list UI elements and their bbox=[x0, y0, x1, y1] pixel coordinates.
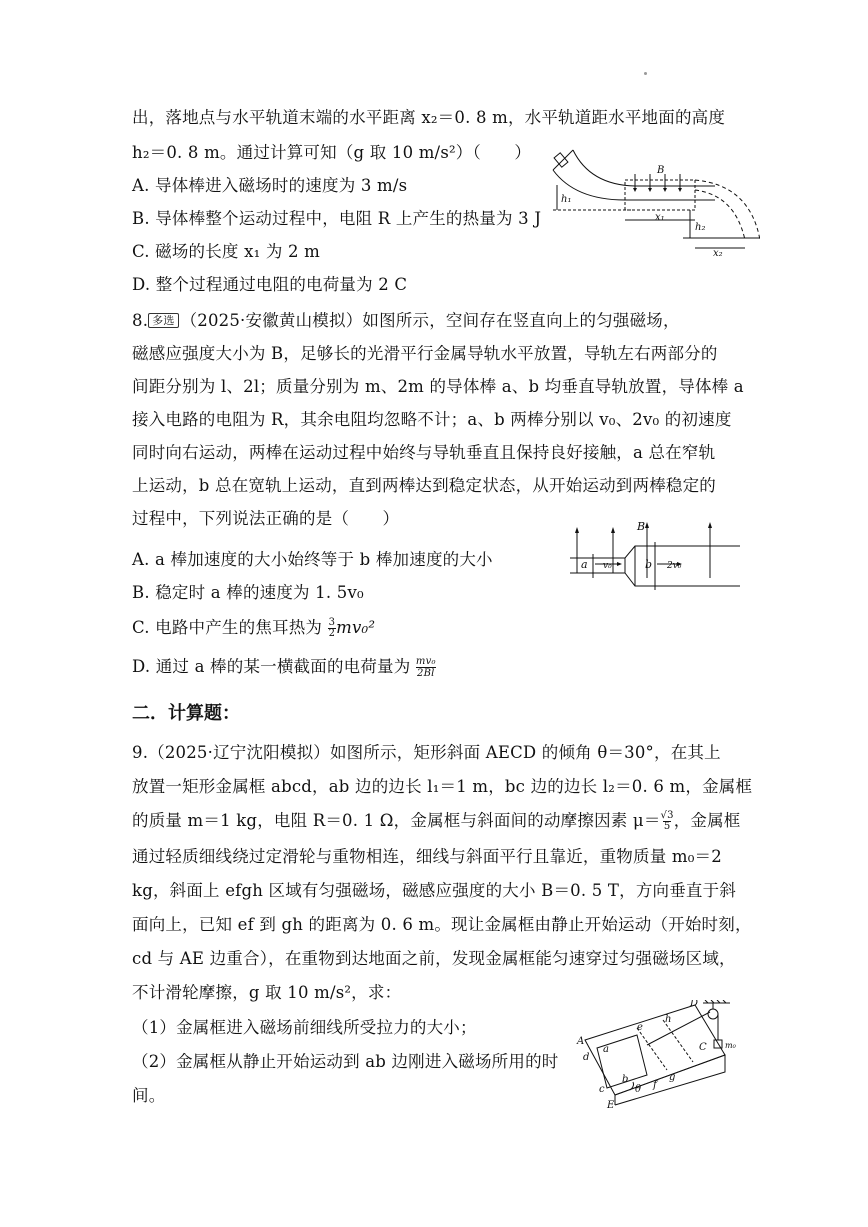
label-m0: m₀ bbox=[725, 1041, 736, 1050]
label-f: f bbox=[653, 1080, 657, 1091]
q9-line-8: 不计滑轮摩擦，g 取 10 m/s²，求： bbox=[132, 983, 402, 1002]
label-b: b bbox=[622, 1074, 629, 1085]
q9-line-3-pre: 的质量 m＝1 kg，电阻 R＝0. 1 Ω，金属框与斜面间的动摩擦因素 μ＝ bbox=[132, 811, 661, 830]
q8-option-d-text: D. 通过 a 棒的某一横截面的电荷量为 bbox=[132, 657, 411, 676]
label-h2: h₂ bbox=[695, 222, 706, 233]
q9-line-2: 放置一矩形金属框 abcd，ab 边的边长 l₁＝1 m，bc 边的边长 l₂＝0. 6 m，金属框 bbox=[132, 777, 753, 796]
q8-option-b: B. 稳定时 a 棒的速度为 1. 5v₀ bbox=[132, 583, 364, 602]
label-e: e bbox=[637, 1022, 643, 1033]
q8-option-c bbox=[132, 617, 375, 639]
q7-line-1: 出，落地点与水平轨道末端的水平距离 x₂＝0. 8 m，水平轨道距水平地面的高度 bbox=[132, 108, 726, 127]
label-B: B bbox=[657, 165, 665, 176]
q8-line-2: 磁感应强度大小为 B，足够长的光滑平行金属导轨水平放置，导轨左右两部分的 bbox=[132, 344, 718, 363]
label-C: C bbox=[699, 1042, 707, 1053]
label-D: D bbox=[690, 1000, 699, 1009]
q8-line-7: 过程中，下列说法正确的是（ ） bbox=[132, 509, 400, 528]
label-b: b bbox=[645, 558, 653, 571]
fraction-den: 2 bbox=[328, 628, 336, 639]
q8-line-4: 接入电路的电阻为 R，其余电阻均忽略不计；a、b 两棒分别以 v₀、2v₀ 的初速度 bbox=[132, 410, 732, 429]
q9-line-7: cd 与 AE 边重合），在重物到达地面之前，发现金属框能匀速穿过匀强磁场区域， bbox=[132, 949, 736, 968]
q9-line-3 bbox=[132, 810, 741, 832]
q7-option-b: B. 导体棒整个运动过程中，电阻 R 上产生的热量为 3 J bbox=[132, 209, 542, 228]
q8-rail-figure bbox=[565, 518, 740, 598]
q8-option-c-text: C. 电路中产生的焦耳热为 bbox=[132, 618, 323, 637]
q9-subquestion-2: （2）金属框从静止开始运动到 ab 边刚进入磁场所用的时 bbox=[132, 1052, 559, 1071]
label-c: c bbox=[599, 1084, 605, 1095]
fraction-den: 5 bbox=[663, 821, 671, 832]
label-v0: v₀ bbox=[603, 561, 612, 571]
q7-option-a: A. 导体棒进入磁场时的速度为 3 m/s bbox=[132, 176, 408, 195]
label-x1: x₁ bbox=[655, 212, 665, 223]
q9-subquestion-2b: 间。 bbox=[132, 1086, 166, 1105]
q8-line-6: 上运动，b 总在宽轨上运动，直到两棒达到稳定状态，从开始运动到两棒稳定的 bbox=[132, 476, 717, 495]
q8-option-a: A. a 棒加速度的大小始终等于 b 棒加速度的大小 bbox=[132, 550, 493, 569]
q7-option-d: D. 整个过程通过电阻的电荷量为 2 C bbox=[132, 275, 408, 294]
q7-track-figure bbox=[545, 140, 760, 260]
label-x2: x₂ bbox=[713, 248, 723, 259]
label-A: A bbox=[577, 1036, 585, 1047]
multi-select-tag: 多选 bbox=[148, 313, 178, 328]
q8-option-c-tail: mv₀² bbox=[336, 618, 376, 637]
q8-text-1: （2025·安徽黄山模拟）如图所示，空间存在竖直向上的匀强磁场， bbox=[180, 311, 680, 330]
fraction-num: 3 bbox=[328, 617, 336, 628]
q8-number: 8. bbox=[132, 311, 149, 330]
label-h: h bbox=[665, 1014, 672, 1025]
label-E: E bbox=[607, 1100, 615, 1110]
fraction bbox=[661, 811, 674, 832]
q9-incline-figure bbox=[575, 1000, 765, 1110]
q9-line-4: 通过轻质细线绕过定滑轮与重物相连，细线与斜面平行且靠近，重物质量 m₀＝2 bbox=[132, 847, 722, 866]
fraction-num: mv₀ bbox=[415, 656, 436, 667]
q8-option-d bbox=[132, 656, 436, 679]
label-B: B bbox=[637, 520, 646, 533]
q7-line-2: h₂＝0. 8 m。通过计算可知（g 取 10 m/s²）（ ） bbox=[132, 143, 532, 162]
fraction bbox=[416, 656, 436, 679]
label-d: d bbox=[583, 1052, 590, 1063]
label-2v0: 2v₀ bbox=[667, 561, 682, 571]
q9-line-1: 9.（2025·辽宁沈阳模拟）如图所示，矩形斜面 AECD 的倾角 θ＝30°，在其上 bbox=[132, 743, 721, 762]
section-title: 二．计算题： bbox=[132, 703, 240, 724]
fraction bbox=[328, 618, 337, 639]
label-h1: h₁ bbox=[561, 194, 572, 205]
label-a: a bbox=[581, 558, 588, 571]
fraction-den: 2Bl bbox=[417, 668, 435, 679]
q8-line-3: 间距分别为 l、2l；质量分别为 m、2m 的导体棒 a、b 均垂直导轨放置，导体棒 a bbox=[132, 377, 744, 396]
q9-line-3-post: ，金属框 bbox=[673, 811, 741, 830]
q8-line-5: 同时向右运动，两棒在运动过程中始终与导轨垂直且保持良好接触，a 总在窄轨 bbox=[132, 443, 716, 462]
q8-line-1 bbox=[132, 310, 680, 332]
q7-option-c: C. 磁场的长度 x₁ 为 2 m bbox=[132, 242, 320, 261]
label-a: a bbox=[603, 1044, 609, 1055]
q9-line-5: kg，斜面上 efgh 区域有匀强磁场，磁感应强度的大小 B＝0. 5 T，方向垂直于斜 bbox=[132, 881, 737, 900]
label-theta: θ bbox=[635, 1084, 642, 1095]
q9-line-6: 面向上，已知 ef 到 gh 的距离为 0. 6 m。现让金属框由静止开始运动（开始时刻， bbox=[132, 915, 752, 934]
fraction-num: √3 bbox=[660, 810, 674, 821]
q9-subquestion-1: （1）金属框进入磁场前细线所受拉力的大小； bbox=[132, 1018, 477, 1037]
page-mark bbox=[644, 72, 647, 75]
label-g: g bbox=[669, 1072, 676, 1083]
